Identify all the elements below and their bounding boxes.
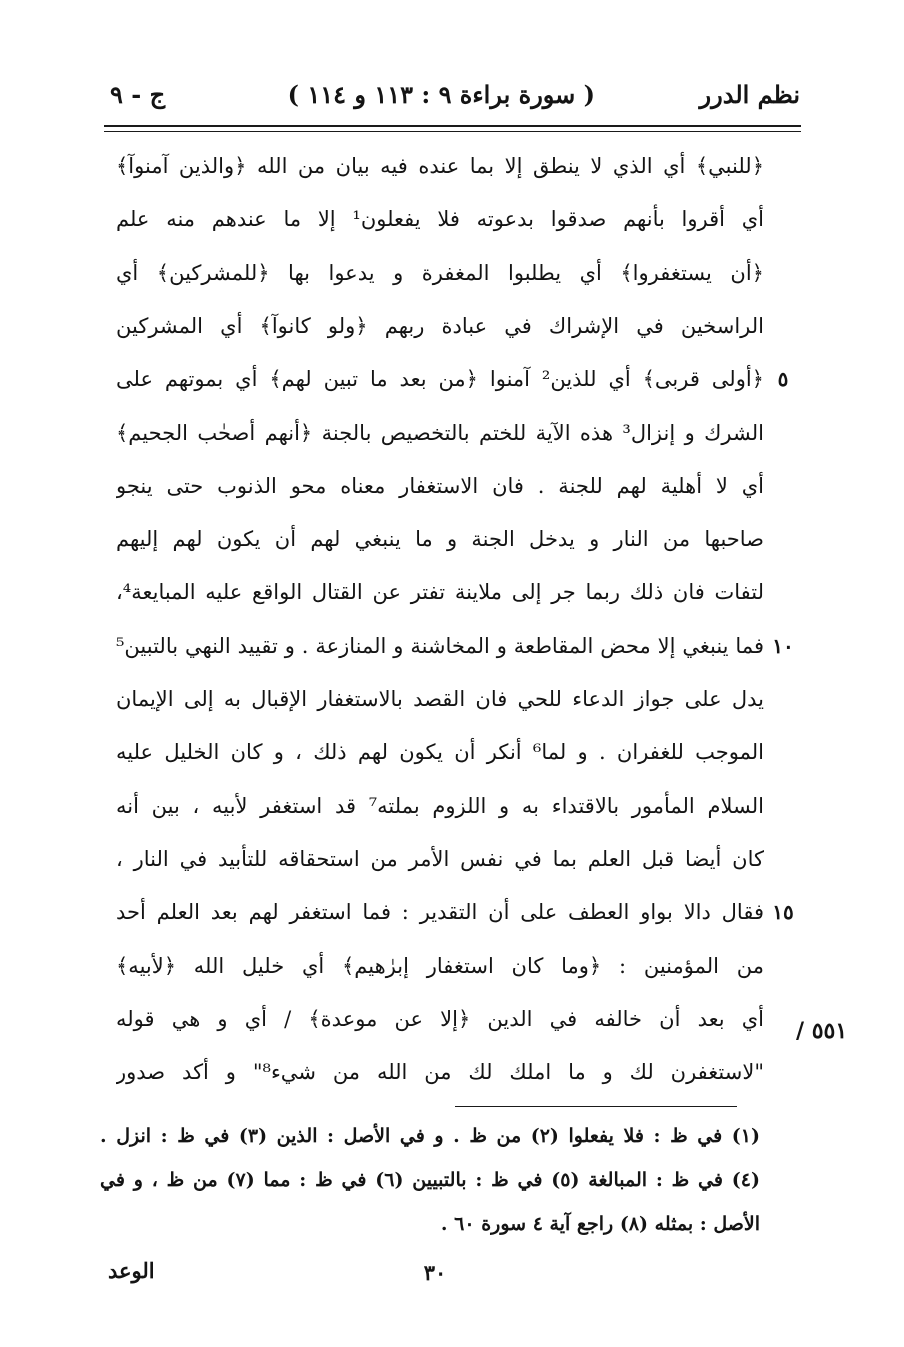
text-line: الراسخين في الإشراك في عبادة ربهم ﴿ولو كانوآ﴾ أي المشركين: [116, 314, 764, 338]
text-line: أي بعد أن خالفه في الدين ﴿إلا عن موعدة﴾ / أي و هي قوله: [116, 1007, 764, 1031]
margin-manuscript-ref: ٥٥١ /: [796, 1018, 848, 1044]
footnote-line: الأصل : بمثله (٨) راجع آية ٤ سورة ٦٠ .: [440, 1213, 760, 1235]
running-header: [110, 76, 800, 116]
line-number: ١٥: [772, 900, 794, 924]
text-line: ﴿للنبي﴾ أي الذي لا ينطق إلا بما عنده فيه بيان من الله ﴿والذين آمنوآ﴾: [116, 154, 764, 178]
text-line: ﴿أولى قربى﴾ أي للذين² آمنوا ﴿من بعد ما تبين لهم﴾ أي بموتهم على: [116, 367, 764, 391]
text-line: ﴿أن يستغفروا﴾ أي يطلبوا المغفرة و يدعوا بها ﴿للمشركين﴾ أي: [116, 261, 764, 285]
text-line: أي أقروا بأنهم صدقوا بدعوته فلا يفعلون¹ إلا ما عندهم منه علم: [116, 207, 764, 231]
text-line: يدل على جواز الدعاء للحي فان القصد بالاستغفار الإقبال به إلى الإيمان: [116, 687, 764, 711]
text-line: السلام المأمور بالاقتداء به و اللزوم بملته⁷ قد استغفر لأبيه ، بين أنه: [116, 794, 764, 818]
text-line: صاحبها من النار و يدخل الجنة و ما ينبغي لهم أن يكون لهم إليهم: [116, 527, 764, 551]
part-number: ج - ٩: [110, 80, 166, 109]
footnote-line: (١) في ظ : فلا يفعلوا (٢) من ظ . و في الأصل : الذين (٣) في ظ : انزل .: [100, 1125, 760, 1147]
catchword: الوعد: [108, 1258, 155, 1283]
sura-reference: ( سورة براءة ٩ : ١١٣ و ١١٤ ): [287, 80, 595, 109]
book-title: نظم الدرر: [699, 80, 800, 109]
line-number: ٥: [777, 367, 789, 391]
footnote-rule: [455, 1106, 737, 1107]
text-line: أي لا أهلية لهم للجنة . فان الاستغفار معناه محو الذنوب حتى ينجو: [116, 474, 764, 498]
header-rule-thin: [104, 131, 801, 132]
text-line: فما ينبغي إلا محض المقاطعة و المخاشنة و المنازعة . و تقييد النهي بالتبين⁵: [116, 634, 764, 658]
header-rule: [104, 125, 801, 127]
footnote-line: (٤) في ظ : المبالغة (٥) في ظ : بالتبيين (٦) في ظ : مما (٧) من ظ ، و في: [100, 1169, 760, 1191]
text-line: فقال دالا بواو العطف على أن التقدير : فما استغفر لهم بعد العلم أحد: [116, 900, 764, 924]
text-line: كان أيضا قبل العلم بما في نفس الأمر من استحقاقه للتأبيد في النار ،: [116, 847, 764, 871]
line-number: ١٠: [772, 634, 794, 658]
page-number: ٣٠: [423, 1260, 447, 1285]
text-line: من المؤمنين : ﴿وما كان استغفار إبرٰهيم﴾ أي خليل الله ﴿لأبيه﴾: [116, 954, 764, 978]
text-line: الموجب للغفران . و لما⁶ أنكر أن يكون لهم ذلك ، و كان الخليل عليه: [116, 740, 764, 764]
text-line: الشرك و إنزال³ هذه الآية للختم بالتخصيص بالجنة ﴿أنهم أصحٰب الجحيم﴾: [116, 421, 764, 445]
text-line: "لاستغفرن لك و ما املك لك من الله من شيء⁸" و أكد صدور: [116, 1060, 764, 1084]
text-line: لتفات فان ذلك ربما جر إلى ملاينة تفتر عن القتال الواقع عليه المبايعة⁴،: [116, 580, 764, 604]
